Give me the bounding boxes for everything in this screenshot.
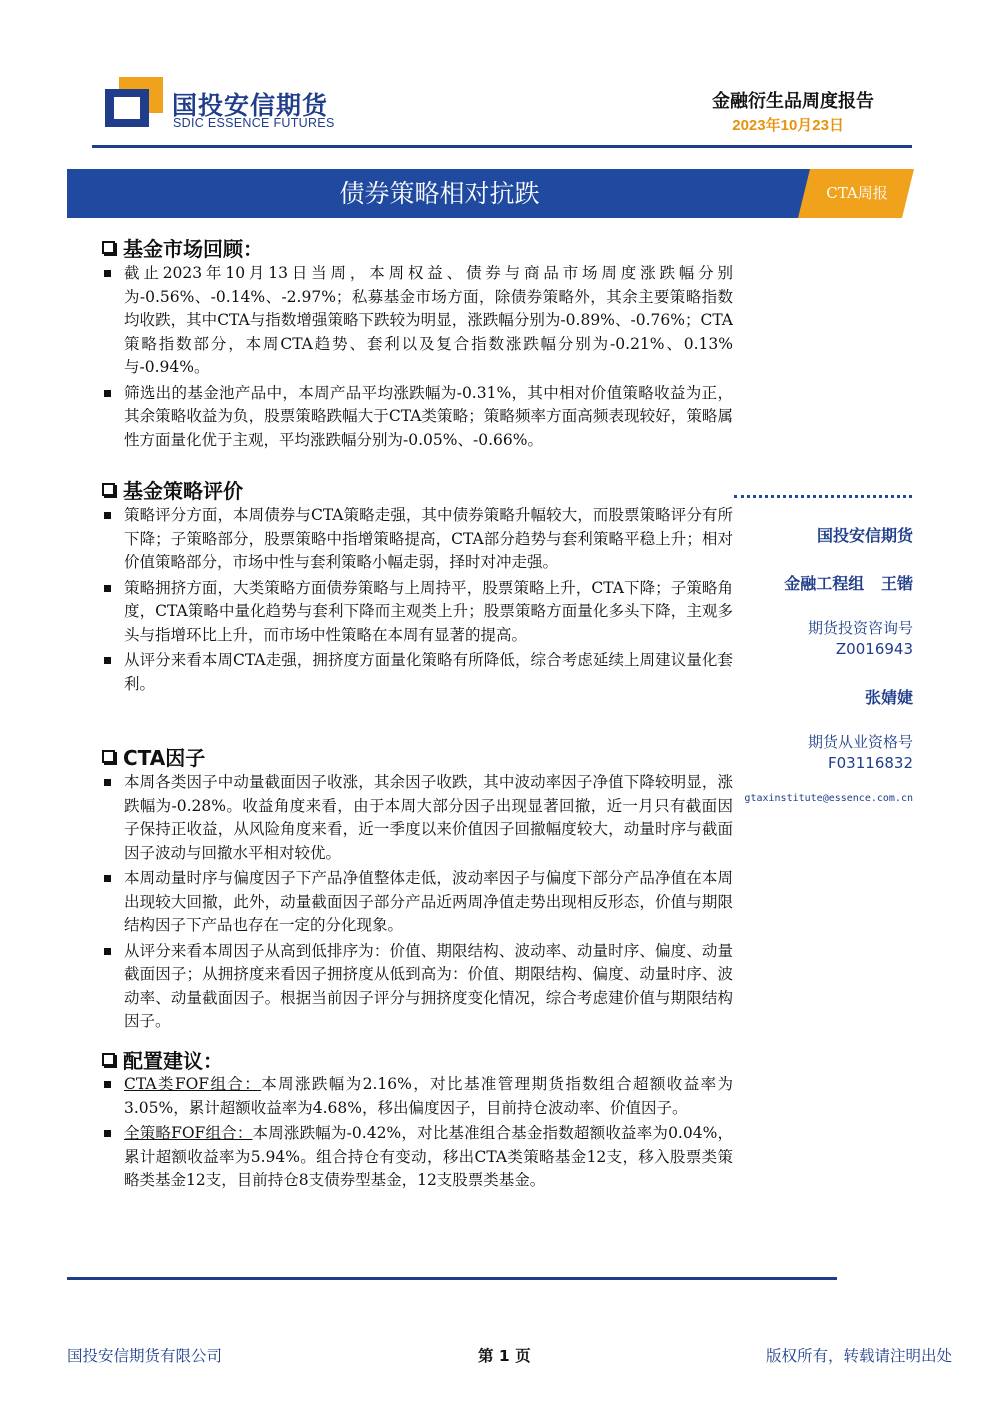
header-divider: [92, 145, 912, 148]
list-item: CTA类FOF组合：本周涨跌幅为2.16%，对比基准管理期货指数组合超额收益率为3.05%，累计超额收益率为4.68%，移出偏度因子，目前持仓波动率、价值因子。: [101, 1073, 733, 1120]
bullet-icon: [104, 779, 111, 786]
section-heading-cta-factors: [102, 742, 205, 771]
list-item: 截止2023年10月13日当周，本周权益、债券与商品市场周度涨跌幅分别为-0.56%、-0.14%、-2.97%；私募基金市场方面，除债券策略外，其余主要策略指数均收跌，其中CTA与指数增强策略下跌较为明显，涨跌幅分别为-0.89%、-0.76%；CTA策略指数部分，本周CTA趋势、套利以及复合指数涨跌幅分别为-0.21%、0.13%与-0.94%。: [101, 262, 733, 380]
list-item: 本周各类因子中动量截面因子收涨，其余因子收跌，其中波动率因子净值下降较明显，涨跌幅为-0.28%。收益角度来看，由于本周大部分因子出现显著回撤，近一月只有截面因子保持正收益，从风险角度来看，近一季度以来价值因子回撤幅度较大，动量时序与截面因子波动与回撤水平相对较优。: [101, 771, 733, 865]
list-item: 本周动量时序与偏度因子下产品净值整体走低，波动率因子与偏度下部分产品净值在本周出现较大回撤，此外，动量截面因子部分产品近两周净值走势出现相反形态，价值与期限结构因子下产品也存在一定的分化现象。: [101, 867, 733, 938]
company-name-en: SDIC ESSENCE FUTURES: [173, 116, 335, 130]
page-number: 第 1 页: [478, 1347, 531, 1365]
strategy-evaluation-list: [101, 504, 733, 698]
company-logo-icon: [105, 77, 163, 127]
list-item: 策略拥挤方面，大类策略方面债券策略与上周持平，股票策略上升，CTA下降；子策略角度，CTA策略中量化趋势与套利下降而主观类上升；股票策略方面量化多头下降，主观多头与指增环比上升，而市场中性策略在本周有显著的提高。: [101, 577, 733, 648]
bullet-icon: [104, 1081, 111, 1088]
section-heading-text: 基金策略评价: [123, 479, 243, 503]
company-name-cn: 国投安信期货: [172, 91, 329, 120]
sidebar-team-line: 金融工程组 王锴: [784, 574, 913, 593]
license-label-2: 期货从业资格号: [807, 733, 913, 751]
sidebar-divider: [734, 495, 912, 498]
page-title: 债券策略相对抗跌: [339, 179, 540, 208]
section-heading-text: CTA因子: [123, 746, 206, 770]
report-date: 2023年10月23日: [732, 117, 844, 134]
checkbox-icon: [102, 750, 115, 763]
portfolio-name: 全策略FOF组合：: [124, 1124, 253, 1142]
section-heading-text: 基金市场回顾：: [123, 237, 263, 261]
bullet-icon: [104, 390, 111, 397]
bullet-icon: [104, 270, 111, 277]
footer-copyright: 版权所有，转载请注明出处: [765, 1347, 952, 1365]
bullet-icon: [104, 875, 111, 882]
checkbox-icon: [102, 241, 115, 254]
license-number-1: Z0016943: [835, 640, 913, 658]
allocation-list: [101, 1073, 733, 1195]
report-tag: CTA周报: [826, 184, 888, 202]
bullet-icon: [104, 1130, 111, 1137]
bullet-icon: [104, 585, 111, 592]
list-item: 从评分来看本周因子从高到低排序为：价值、期限结构、波动率、动量时序、偏度、动量截面因子；从拥挤度来看因子拥挤度从低到高为：价值、期限结构、偏度、动量时序、波动率、动量截面因子。根据当前因子评分与拥挤度变化情况，综合考虑建价值与期限结构因子。: [101, 940, 733, 1034]
portfolio-name: CTA类FOF组合：: [124, 1075, 262, 1093]
section-heading-allocation: [102, 1045, 223, 1074]
analyst-2: 张婧婕: [864, 688, 913, 707]
bullet-icon: [104, 948, 111, 955]
list-item: 筛选出的基金池产品中，本周产品平均涨跌幅为-0.31%，其中相对价值策略收益为正，其余策略收益为负，股票策略跌幅大于CTA类策略；策略频率方面高频表现较好，策略属性方面量化优于主观，平均涨跌幅分别为-0.05%、-0.66%。: [101, 382, 733, 453]
section-heading-text: 配置建议：: [123, 1049, 223, 1073]
contact-email[interactable]: gtaxinstitute@essence.com.cn: [744, 793, 913, 804]
section-heading-market-review: [102, 233, 263, 262]
checkbox-icon: [102, 1053, 115, 1066]
footer-company: 国投安信期货有限公司: [67, 1347, 223, 1365]
bullet-icon: [104, 657, 111, 664]
list-item: 全策略FOF组合：本周涨跌幅为-0.42%，对比基准组合基金指数超额收益率为0.04%，累计超额收益率为5.94%。组合持仓有变动，移出CTA类策略基金12支，移入股票类策略类基金12支，目前持仓8支债券型基金，12支股票类基金。: [101, 1122, 733, 1193]
license-label-1: 期货投资咨询号: [807, 619, 913, 637]
sidebar-company: 国投安信期货: [816, 526, 913, 545]
report-type: 金融衍生品周度报告: [712, 91, 874, 112]
checkbox-icon: [102, 483, 115, 496]
cta-factors-list: [101, 771, 733, 1036]
list-item: 策略评分方面，本周债券与CTA策略走强，其中债券策略升幅较大，而股票策略评分有所下降；子策略部分，股票策略中指增策略提高，CTA部分趋势与套利策略平稳上升；相对价值策略部分，市场中性与套利策略小幅走弱，择时对冲走强。: [101, 504, 733, 575]
license-number-2: F03116832: [828, 754, 913, 772]
section-heading-strategy-evaluation: [102, 475, 243, 504]
list-item: 从评分来看本周CTA走强，拥挤度方面量化策略有所降低，综合考虑延续上周建议量化套利。: [101, 649, 733, 696]
bullet-icon: [104, 512, 111, 519]
market-review-list: [101, 262, 733, 454]
footer-divider: [67, 1277, 837, 1280]
